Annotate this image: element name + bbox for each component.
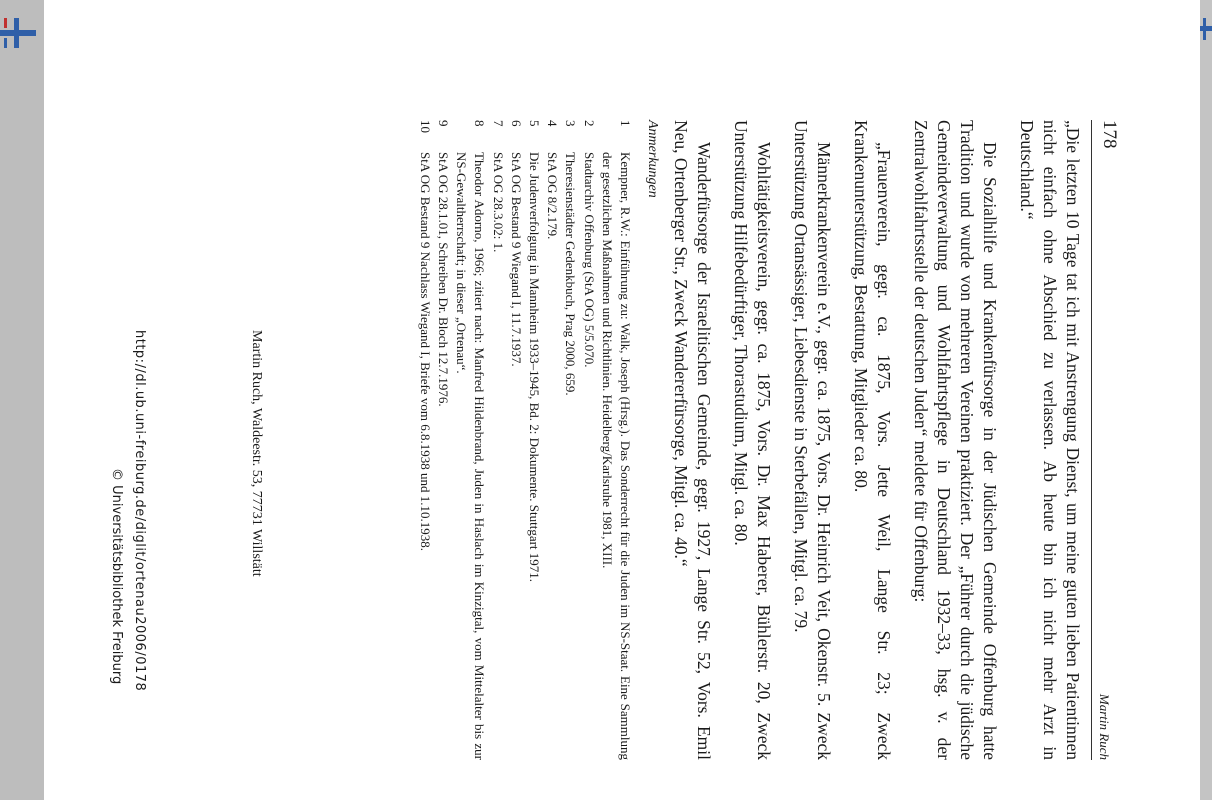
paragraph: Wohltätigkeitsverein, gegr. ca. 1875, Vors. Dr. Max Haberer, Bühlerstr. 20, Zweck Unterstützung Hilfebedürftiger, Thorastudium, Mitgl. ca. 80. — [731, 120, 774, 760]
footnote-number: 5 — [526, 120, 542, 127]
footnote-item — [561, 120, 579, 760]
footnote-text: StA OG 28.3.02: 1. — [490, 152, 506, 253]
source-url[interactable]: http://dl.ub.uni-freiburg.de/diglit/ortenau2006/0178 — [132, 330, 147, 692]
footnote-item — [434, 120, 452, 760]
footnote-item — [488, 120, 506, 760]
footnotes-list — [416, 120, 634, 760]
page-number: 178 — [1099, 120, 1120, 149]
footnote-text: Die Judenverfolgung in Mannheim 1933–1945, Bd. 2: Dokumente. Stuttgart 1971. — [526, 152, 542, 583]
paragraph: Männerkrankenverein e.V., gegr. ca. 1875, Vors. Dr. Heinrich Veit, Okenstr. 5. Zweck Unterstützung Ortansässiger, Liebesdienste in Sterbefällen, Mitgl. ca. 79. — [791, 120, 834, 760]
footnote-text: Kempner, R.W.: Einführung zu: Walk, Joseph (Hrsg.). Das Sonderrecht für die Juden im NS-Staat. Eine Sammlung der gesetzlichen Maßnahmen und Richtlinien. Heidelberg/Karlsruhe 1981, XIII. — [599, 152, 633, 760]
footnote-item — [525, 120, 543, 760]
rotated-page-content — [109, 0, 1122, 800]
footnote-text: Stadtarchiv Offenburg (StA OG) 5/5.070. — [581, 152, 597, 368]
footnote-text: StA OG Bestand 9 Wiegand I, 11.7.1937. — [508, 152, 524, 367]
footnote-text: StA OG 28.1.01, Schreiben Dr. Bloch 12.7.1976. — [435, 152, 451, 407]
footnote-item — [507, 120, 525, 760]
paragraph: Die Sozialhilfe und Krankenfürsorge in der Jüdischen Gemeinde Offenburg hatte Tradition und wurde von mehreren Vereinen praktiziert. Der „Führer durch die jüdische Gemeindeverwaltung und Wohlfahrtspflege in Deutschland 1932–33, hsg. v. der Zentralwohlfahrtsstelle der deutschen Juden“ meldete für Offenburg: — [911, 120, 1000, 760]
footnote-number: 10 — [417, 120, 433, 133]
footnote-item — [543, 120, 561, 760]
footnote-number: 1 — [618, 120, 633, 127]
footnote-text: Theodor Adorno, 1966; zitiert nach: Manfred Hildenbrand, Juden in Haslach im Kinzigtal, vom Mittelalter bis zur NS-Gewaltherrschaft; in dieser „Ortenau“. — [454, 152, 488, 760]
notes-heading: Anmerkungen — [645, 120, 660, 198]
viewer-left-margin — [0, 0, 44, 800]
footnote-text: StA OG 8/2.179. — [545, 152, 561, 240]
footnote-number: 3 — [563, 120, 579, 127]
footnote-number: 8 — [472, 120, 488, 127]
library-logo-icon — [0, 18, 36, 48]
footnote-text: StA OG Bestand 9 Nachlass Wiegand I, Briefe vom 6.8.1938 und 1.10.1938. — [417, 152, 433, 551]
scanned-page — [44, 0, 1200, 800]
footnote-item — [452, 120, 488, 760]
paragraph: Wanderfürsorge der Israelitischen Gemeinde, gegr. 1927, Lange Str. 52, Vors. Emil Neu, Ortenberger Str., Zweck Wandererfürsorge, Mitgl. ca. 40.“ — [671, 120, 714, 760]
footnote-number: 6 — [508, 120, 524, 127]
quote-paragraph: „Die letzten 10 Tage tat ich mit Anstrengung Dienst, um meine guten lieben Patientinnen nicht einfach ohne Abschied zu verlassen. Ab heute bin ich nicht mehr Arzt in Deutschland.“ — [1017, 120, 1083, 760]
footnote-item — [579, 120, 597, 760]
footnote-number: 4 — [545, 120, 561, 127]
running-header — [1091, 120, 1122, 760]
author-address: Martin Ruch, Waldeestr. 53, 77731 Willstätt — [249, 330, 264, 577]
running-author: Martin Ruch — [1097, 693, 1112, 760]
footnote-number: 2 — [581, 120, 597, 127]
footnote-item — [598, 120, 634, 760]
footnote-text: Theresienstädter Gedenkbuch, Prag 2000, 659. — [563, 152, 579, 396]
copyright-notice: © Universitätsbibliothek Freiburg — [109, 468, 124, 685]
footnote-item — [416, 120, 434, 760]
paragraph: „Frauenverein, gegr. ca. 1875, Vors. Jette Weil, Lange Str. 23; Zweck Krankenunterstützung, Bestattung, Mitglieder ca. 80. — [851, 120, 894, 760]
viewer-right-margin — [1200, 0, 1212, 800]
footnote-number: 7 — [490, 120, 506, 127]
main-text — [655, 120, 1084, 760]
library-logo-fragment-icon — [1200, 18, 1212, 40]
footnote-number: 9 — [435, 120, 451, 127]
